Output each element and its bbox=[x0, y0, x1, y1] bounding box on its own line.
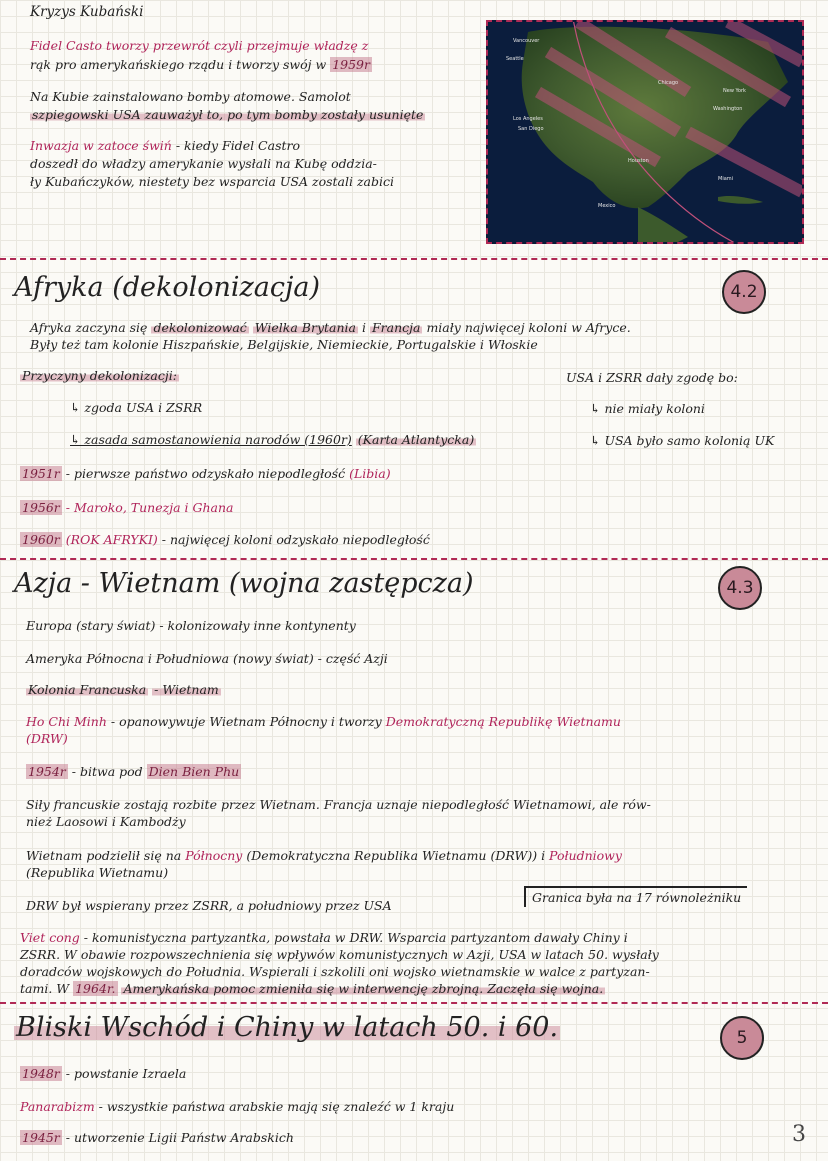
usa-zssr-reason-1: ↳ nie miały koloni bbox=[590, 401, 705, 416]
mideast-badge: 5 bbox=[720, 1016, 764, 1060]
asia-line-7c: (Demokratyczna Republika Wietnamu (DRW)) i bbox=[246, 848, 546, 863]
asia-line-5-year: 1954r bbox=[28, 764, 66, 779]
asia-line-5a: - bitwa pod bbox=[71, 764, 143, 779]
asia-line-6a: Siły francuskie zostają rozbite przez Wietnam. Francja uznaje niepodległość Wietnamowi, ale rów- bbox=[26, 797, 651, 812]
mideast-title bbox=[14, 1012, 560, 1043]
map-label-2: Chicago bbox=[658, 80, 679, 86]
asia-title: Azja - Wietnam (wojna zastępcza) bbox=[14, 568, 474, 599]
asia-line-4b: - opanowywuje Wietnam Północny i tworzy bbox=[110, 714, 382, 729]
africa-cause-2-text: ↳ zasada samostanowienia narodów (1960r) bbox=[70, 432, 352, 447]
map-label-4: Washington bbox=[713, 106, 743, 112]
map-label-7: Houston bbox=[628, 158, 649, 164]
mideast-line-3 bbox=[20, 1130, 294, 1145]
asia-line-3a: Kolonia Francuska bbox=[28, 682, 147, 697]
cuba-p1-line2 bbox=[30, 57, 372, 72]
asia-line-9-year: 1964r. bbox=[75, 981, 116, 996]
mideast-line-1-text: - powstanie Izraela bbox=[65, 1066, 187, 1081]
asia-line-3 bbox=[26, 682, 221, 697]
asia-line-5b: Dien Bien Phu bbox=[148, 764, 240, 779]
cuba-p3-line2: doszedł do władzy amerykanie wysłali na Kubę oddzia- bbox=[30, 156, 377, 171]
asia-line-3b: - Wietnam bbox=[154, 682, 219, 697]
asia-line-7e: (Republika Wietnamu) bbox=[26, 865, 169, 880]
north-america-map bbox=[486, 20, 804, 244]
mideast-line-1-year: 1948r bbox=[22, 1066, 60, 1081]
asia-line-8: DRW był wspierany przez ZSRR, a południowy przez USA bbox=[26, 898, 392, 913]
map-label-0: Vancouver bbox=[513, 38, 540, 44]
cuba-p3-line3: ły Kubańczyków, niestety bez wsparcia USA zostali zabici bbox=[30, 174, 394, 189]
africa-cause-2 bbox=[70, 432, 476, 447]
map-label-5: Los Angeles bbox=[513, 116, 543, 122]
africa-event-3-text: - najwięcej koloni odzyskało niepodległość bbox=[161, 532, 430, 547]
mideast-line-1 bbox=[20, 1066, 186, 1081]
africa-event-2-text: - Maroko, Tunezja i Ghana bbox=[65, 500, 234, 515]
africa-intro-1d: i bbox=[361, 320, 366, 335]
africa-event-1-text: - pierwsze państwo odzyskało niepodległość bbox=[65, 466, 346, 481]
africa-intro-1f: miały najwięcej koloni w Afryce. bbox=[426, 320, 631, 335]
africa-event-3-pink: (ROK AFRYKI) bbox=[65, 532, 158, 547]
africa-cause-1: ↳ zgoda USA i ZSRR bbox=[70, 400, 203, 415]
map-label-8: Mexico bbox=[598, 203, 616, 209]
asia-badge: 4.3 bbox=[718, 566, 762, 610]
asia-line-7b: Północny bbox=[185, 848, 243, 863]
cuba-p3-line1 bbox=[30, 138, 300, 153]
africa-intro-1b: dekolonizować bbox=[153, 320, 247, 335]
cuba-p1-year: 1959r bbox=[332, 57, 370, 72]
asia-line-9c: doradców wojskowych do Południa. Wspierali i szkolili oni wojsko wietnamskie w walce z partyzan- bbox=[20, 964, 650, 979]
asia-line-7a: Wietnam podzielił się na bbox=[26, 848, 182, 863]
africa-causes-title-text: Przyczyny dekolonizacji: bbox=[22, 368, 177, 383]
mideast-title-text: Bliski Wschód i Chiny w latach 50. i 60. bbox=[16, 1012, 559, 1043]
africa-intro-line1 bbox=[30, 320, 631, 335]
cuba-p1-text: rąk pro amerykańskiego rządu i tworzy swój w bbox=[30, 57, 327, 72]
asia-line-9a bbox=[20, 930, 628, 945]
asia-line-9a-text: - komunistyczna partyzantka, powstała w DRW. Wsparcia partyzantom dawały Chiny i bbox=[83, 930, 628, 945]
usa-zssr-title: USA i ZSRR dały zgodę bo: bbox=[566, 370, 738, 385]
cuba-p2-line1: Na Kubie zainstalowano bomby atomowe. Samolot bbox=[30, 89, 351, 104]
cuba-p2-line2 bbox=[30, 107, 425, 122]
asia-line-7d: Południowy bbox=[549, 848, 622, 863]
asia-line-1: Europa (stary świat) - kolonizowały inne kontynenty bbox=[26, 618, 356, 633]
africa-event-2 bbox=[20, 500, 233, 515]
africa-event-1-pink: (Libia) bbox=[349, 466, 391, 481]
divider-1 bbox=[0, 258, 828, 260]
asia-line-7 bbox=[26, 848, 622, 863]
divider-3 bbox=[0, 1002, 828, 1004]
mideast-line-2 bbox=[20, 1099, 454, 1114]
africa-event-3 bbox=[20, 532, 430, 547]
mideast-line-3-year: 1945r bbox=[22, 1130, 60, 1145]
cuba-title: Kryzys Kubański bbox=[30, 4, 144, 20]
asia-line-6b: nież Laosowi i Kambodży bbox=[26, 814, 186, 829]
usa-zssr-reason-2: ↳ USA było samo kolonią UK bbox=[590, 433, 775, 448]
africa-intro-1a: Afryka zaczyna się bbox=[30, 320, 148, 335]
africa-event-2-year: 1956r bbox=[22, 500, 60, 515]
africa-causes-title bbox=[20, 368, 179, 383]
asia-border-note: Granica była na 17 równoleżniku bbox=[524, 886, 747, 907]
asia-line-9d bbox=[20, 981, 605, 996]
africa-badge: 4.2 bbox=[722, 270, 766, 314]
cuba-p3-title: Inwazja w zatoce świń bbox=[30, 138, 172, 153]
asia-line-5 bbox=[26, 764, 241, 779]
asia-line-9e: Amerykańska pomoc zmieniła się w interwencję zbrojną. Zaczęła się wojna. bbox=[123, 981, 604, 996]
page-number: 3 bbox=[792, 1122, 806, 1147]
map-label-6: San Diego bbox=[518, 126, 544, 132]
africa-event-3-year: 1960r bbox=[22, 532, 60, 547]
africa-event-1-year: 1951r bbox=[22, 466, 60, 481]
africa-cause-2-note: (Karta Atlantycka) bbox=[357, 432, 475, 447]
africa-intro-1e: Francja bbox=[371, 320, 421, 335]
asia-line-4c: Demokratyczną Republikę Wietnamu bbox=[385, 714, 621, 729]
divider-2 bbox=[0, 558, 828, 560]
cuba-p3-text: - kiedy Fidel Castro bbox=[175, 138, 301, 153]
asia-line-9b: ZSRR. W obawie rozpowszechnienia się wpływów komunistycznych w Azji, USA w latach 50. wysłały bbox=[20, 947, 659, 962]
asia-line-4 bbox=[26, 714, 621, 729]
africa-intro-1c: Wielka Brytania bbox=[254, 320, 356, 335]
asia-line-9d-text: tami. W bbox=[20, 981, 70, 996]
map-graphic bbox=[488, 22, 802, 242]
africa-event-1 bbox=[20, 466, 391, 481]
map-label-1: Seattle bbox=[506, 56, 524, 62]
asia-line-4a: Ho Chi Minh bbox=[26, 714, 107, 729]
asia-line-2: Ameryka Północna i Południowa (nowy świat) - część Azji bbox=[26, 651, 388, 666]
mideast-line-3-text: - utworzenie Ligii Państw Arabskich bbox=[65, 1130, 294, 1145]
africa-title: Afryka (dekolonizacja) bbox=[14, 272, 320, 303]
mideast-line-2-text: - wszystkie państwa arabskie mają się znaleźć w 1 kraju bbox=[98, 1099, 455, 1114]
asia-line-4d: (DRW) bbox=[26, 731, 68, 746]
asia-line-9-pink: Viet cong bbox=[20, 930, 80, 945]
map-label-3: New York bbox=[723, 88, 746, 94]
africa-intro-line2: Były też tam kolonie Hiszpańskie, Belgijskie, Niemieckie, Portugalskie i Włoskie bbox=[30, 337, 538, 352]
mideast-line-2-pink: Panarabizm bbox=[20, 1099, 95, 1114]
map-label-9: Miami bbox=[718, 176, 734, 182]
cuba-p1-line1: Fidel Casto tworzy przewrót czyli przejmuje władzę z bbox=[30, 38, 369, 53]
cuba-p2-text: szpiegowski USA zauważył to, po tym bomby zostały usunięte bbox=[32, 107, 424, 122]
